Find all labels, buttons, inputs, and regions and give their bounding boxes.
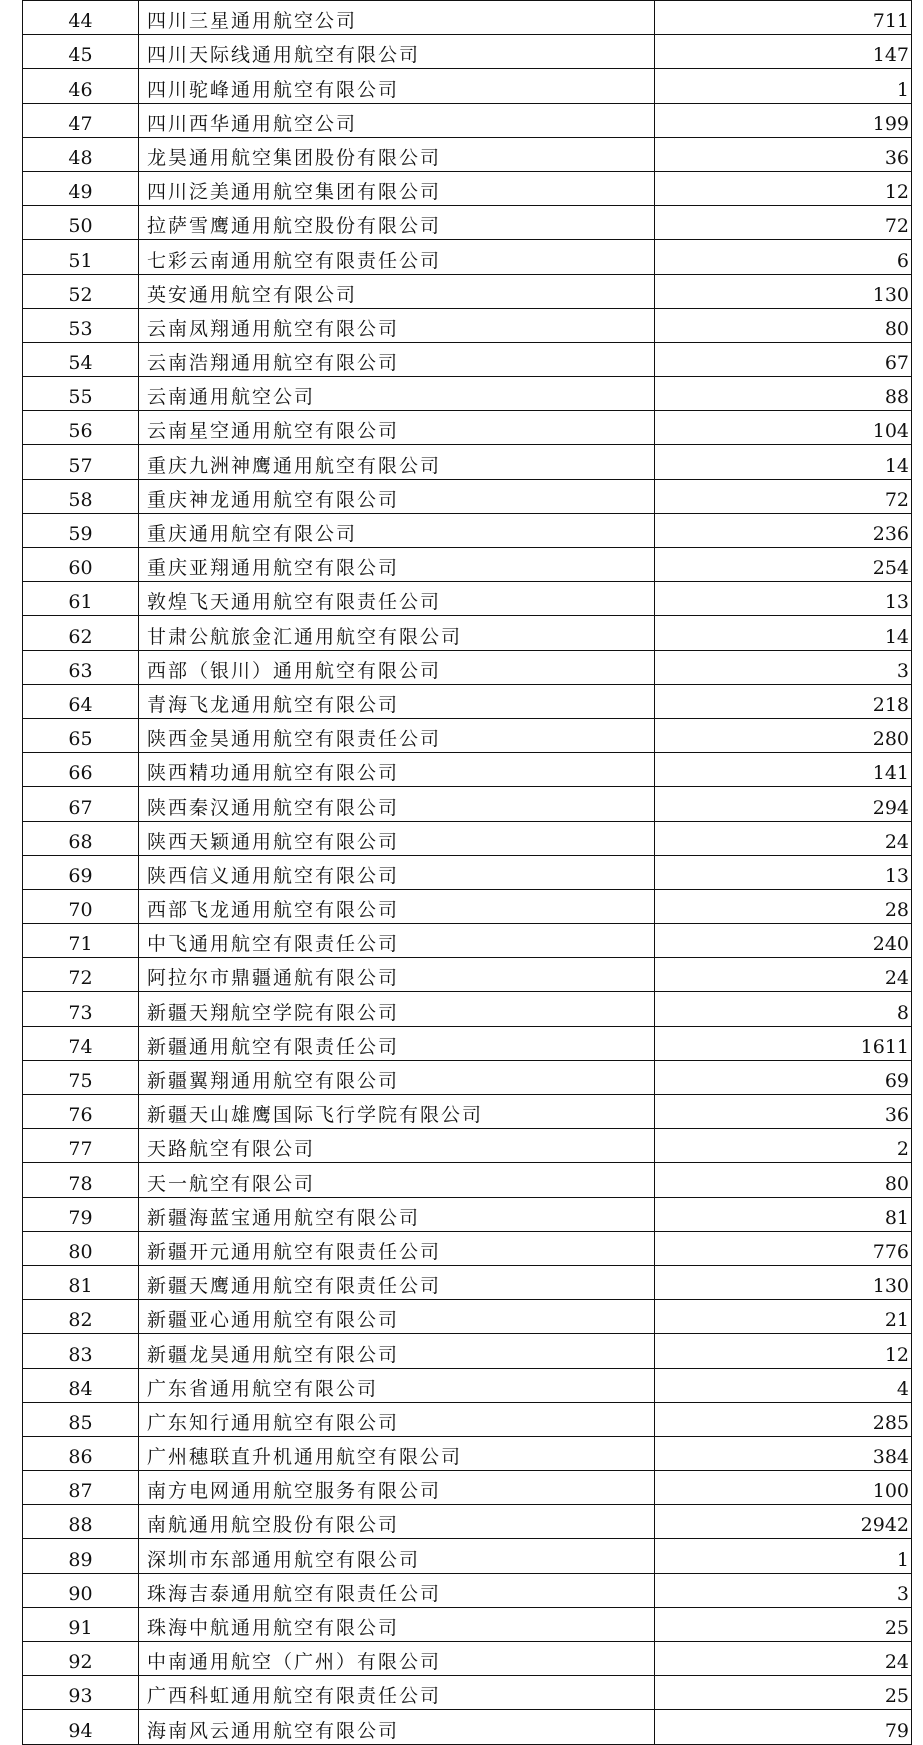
row-index-cell: 45 — [23, 35, 139, 69]
table-row — [23, 1642, 912, 1676]
value-cell: 21 — [655, 1300, 912, 1334]
table-row — [23, 753, 912, 787]
row-index-cell: 84 — [23, 1368, 139, 1402]
table-row — [23, 718, 912, 752]
table-row — [23, 171, 912, 205]
row-index-cell: 50 — [23, 206, 139, 240]
value-cell: 14 — [655, 445, 912, 479]
row-index-cell: 74 — [23, 1026, 139, 1060]
table-row — [23, 1471, 912, 1505]
table-row — [23, 1197, 912, 1231]
row-index-cell: 81 — [23, 1265, 139, 1299]
table-row — [23, 240, 912, 274]
company-name-cell: 阿拉尔市鼎疆通航有限公司 — [139, 958, 655, 992]
table-row — [23, 1060, 912, 1094]
value-cell: 80 — [655, 308, 912, 342]
company-name-cell: 新疆龙昊通用航空有限公司 — [139, 1334, 655, 1368]
table-row — [23, 821, 912, 855]
row-index-cell: 56 — [23, 411, 139, 445]
table-row — [23, 992, 912, 1026]
row-index-cell: 85 — [23, 1402, 139, 1436]
table-row — [23, 1436, 912, 1470]
table-row — [23, 69, 912, 103]
row-index-cell: 77 — [23, 1129, 139, 1163]
company-name-cell: 广西科虹通用航空有限责任公司 — [139, 1676, 655, 1710]
value-cell: 147 — [655, 35, 912, 69]
company-name-cell: 龙昊通用航空集团股份有限公司 — [139, 137, 655, 171]
row-index-cell: 59 — [23, 513, 139, 547]
value-cell: 14 — [655, 616, 912, 650]
table-row — [23, 1505, 912, 1539]
row-index-cell: 64 — [23, 684, 139, 718]
row-index-cell: 83 — [23, 1334, 139, 1368]
company-name-cell: 新疆天山雄鹰国际飞行学院有限公司 — [139, 1095, 655, 1129]
value-cell: 236 — [655, 513, 912, 547]
company-name-cell: 珠海中航通用航空有限公司 — [139, 1607, 655, 1641]
company-name-cell: 深圳市东部通用航空有限公司 — [139, 1539, 655, 1573]
company-name-cell: 天一航空有限公司 — [139, 1163, 655, 1197]
row-index-cell: 54 — [23, 342, 139, 376]
value-cell: 24 — [655, 1642, 912, 1676]
value-cell: 81 — [655, 1197, 912, 1231]
table-row — [23, 1676, 912, 1710]
table-row — [23, 1607, 912, 1641]
table-row — [23, 1265, 912, 1299]
value-cell: 4 — [655, 1368, 912, 1402]
row-index-cell: 75 — [23, 1060, 139, 1094]
table-row — [23, 1573, 912, 1607]
company-name-cell: 新疆天鹰通用航空有限责任公司 — [139, 1265, 655, 1299]
company-name-cell: 陕西精功通用航空有限公司 — [139, 753, 655, 787]
table-row — [23, 103, 912, 137]
row-index-cell: 55 — [23, 377, 139, 411]
company-name-cell: 云南浩翔通用航空有限公司 — [139, 342, 655, 376]
company-name-cell: 新疆海蓝宝通用航空有限公司 — [139, 1197, 655, 1231]
table-row — [23, 1334, 912, 1368]
table-body — [23, 1, 912, 1745]
data-table-container — [22, 0, 909, 1745]
row-index-cell: 71 — [23, 924, 139, 958]
row-index-cell: 51 — [23, 240, 139, 274]
company-name-cell: 甘肃公航旅金汇通用航空有限公司 — [139, 616, 655, 650]
table-row — [23, 582, 912, 616]
row-index-cell: 63 — [23, 650, 139, 684]
company-name-cell: 广东知行通用航空有限公司 — [139, 1402, 655, 1436]
value-cell: 13 — [655, 855, 912, 889]
company-name-cell: 拉萨雪鹰通用航空股份有限公司 — [139, 206, 655, 240]
value-cell: 3 — [655, 1573, 912, 1607]
company-name-cell: 四川三星通用航空公司 — [139, 1, 655, 35]
company-name-cell: 陕西信义通用航空有限公司 — [139, 855, 655, 889]
company-name-cell: 云南通用航空公司 — [139, 377, 655, 411]
value-cell: 104 — [655, 411, 912, 445]
company-name-cell: 七彩云南通用航空有限责任公司 — [139, 240, 655, 274]
company-name-cell: 陕西金昊通用航空有限责任公司 — [139, 718, 655, 752]
row-index-cell: 52 — [23, 274, 139, 308]
table-row — [23, 1402, 912, 1436]
table-row — [23, 137, 912, 171]
company-name-cell: 西部飞龙通用航空有限公司 — [139, 889, 655, 923]
value-cell: 294 — [655, 787, 912, 821]
value-cell: 3 — [655, 650, 912, 684]
value-cell: 1611 — [655, 1026, 912, 1060]
value-cell: 12 — [655, 171, 912, 205]
company-name-cell: 云南凤翔通用航空有限公司 — [139, 308, 655, 342]
row-index-cell: 46 — [23, 69, 139, 103]
row-index-cell: 80 — [23, 1231, 139, 1265]
table-row — [23, 1710, 912, 1744]
row-index-cell: 91 — [23, 1607, 139, 1641]
row-index-cell: 53 — [23, 308, 139, 342]
value-cell: 69 — [655, 1060, 912, 1094]
table-row — [23, 1129, 912, 1163]
value-cell: 384 — [655, 1436, 912, 1470]
row-index-cell: 60 — [23, 548, 139, 582]
data-table — [22, 0, 912, 1745]
company-name-cell: 云南星空通用航空有限公司 — [139, 411, 655, 445]
table-row — [23, 479, 912, 513]
company-name-cell: 陕西秦汉通用航空有限公司 — [139, 787, 655, 821]
row-index-cell: 68 — [23, 821, 139, 855]
value-cell: 36 — [655, 1095, 912, 1129]
company-name-cell: 天路航空有限公司 — [139, 1129, 655, 1163]
row-index-cell: 61 — [23, 582, 139, 616]
row-index-cell: 86 — [23, 1436, 139, 1470]
value-cell: 130 — [655, 274, 912, 308]
value-cell: 240 — [655, 924, 912, 958]
table-row — [23, 35, 912, 69]
table-row — [23, 548, 912, 582]
table-row — [23, 1300, 912, 1334]
company-name-cell: 南航通用航空股份有限公司 — [139, 1505, 655, 1539]
row-index-cell: 88 — [23, 1505, 139, 1539]
company-name-cell: 四川泛美通用航空集团有限公司 — [139, 171, 655, 205]
value-cell: 24 — [655, 958, 912, 992]
value-cell: 711 — [655, 1, 912, 35]
company-name-cell: 重庆神龙通用航空有限公司 — [139, 479, 655, 513]
row-index-cell: 70 — [23, 889, 139, 923]
value-cell: 24 — [655, 821, 912, 855]
row-index-cell: 92 — [23, 1642, 139, 1676]
value-cell: 280 — [655, 718, 912, 752]
value-cell: 141 — [655, 753, 912, 787]
company-name-cell: 四川西华通用航空公司 — [139, 103, 655, 137]
company-name-cell: 西部（银川）通用航空有限公司 — [139, 650, 655, 684]
row-index-cell: 47 — [23, 103, 139, 137]
value-cell: 130 — [655, 1265, 912, 1299]
value-cell: 1 — [655, 69, 912, 103]
table-row — [23, 1539, 912, 1573]
company-name-cell: 新疆开元通用航空有限责任公司 — [139, 1231, 655, 1265]
row-index-cell: 93 — [23, 1676, 139, 1710]
table-row — [23, 684, 912, 718]
table-row — [23, 1163, 912, 1197]
value-cell: 2 — [655, 1129, 912, 1163]
company-name-cell: 重庆亚翔通用航空有限公司 — [139, 548, 655, 582]
row-index-cell: 65 — [23, 718, 139, 752]
table-row — [23, 1095, 912, 1129]
row-index-cell: 62 — [23, 616, 139, 650]
company-name-cell: 陕西天颖通用航空有限公司 — [139, 821, 655, 855]
row-index-cell: 73 — [23, 992, 139, 1026]
value-cell: 88 — [655, 377, 912, 411]
table-row — [23, 274, 912, 308]
row-index-cell: 49 — [23, 171, 139, 205]
table-row — [23, 855, 912, 889]
company-name-cell: 海南风云通用航空有限公司 — [139, 1710, 655, 1744]
value-cell: 25 — [655, 1676, 912, 1710]
table-row — [23, 958, 912, 992]
row-index-cell: 57 — [23, 445, 139, 479]
table-row — [23, 513, 912, 547]
value-cell: 8 — [655, 992, 912, 1026]
company-name-cell: 新疆通用航空有限责任公司 — [139, 1026, 655, 1060]
company-name-cell: 四川天际线通用航空有限公司 — [139, 35, 655, 69]
row-index-cell: 89 — [23, 1539, 139, 1573]
company-name-cell: 重庆九洲神鹰通用航空有限公司 — [139, 445, 655, 479]
company-name-cell: 中飞通用航空有限责任公司 — [139, 924, 655, 958]
row-index-cell: 90 — [23, 1573, 139, 1607]
table-row — [23, 411, 912, 445]
value-cell: 218 — [655, 684, 912, 718]
company-name-cell: 新疆天翔航空学院有限公司 — [139, 992, 655, 1026]
table-row — [23, 650, 912, 684]
value-cell: 28 — [655, 889, 912, 923]
company-name-cell: 英安通用航空有限公司 — [139, 274, 655, 308]
company-name-cell: 新疆亚心通用航空有限公司 — [139, 1300, 655, 1334]
company-name-cell: 南方电网通用航空服务有限公司 — [139, 1471, 655, 1505]
company-name-cell: 四川驼峰通用航空有限公司 — [139, 69, 655, 103]
table-row — [23, 924, 912, 958]
company-name-cell: 广州穗联直升机通用航空有限公司 — [139, 1436, 655, 1470]
company-name-cell: 珠海吉泰通用航空有限责任公司 — [139, 1573, 655, 1607]
row-index-cell: 79 — [23, 1197, 139, 1231]
table-row — [23, 1368, 912, 1402]
row-index-cell: 72 — [23, 958, 139, 992]
value-cell: 100 — [655, 1471, 912, 1505]
value-cell: 285 — [655, 1402, 912, 1436]
value-cell: 2942 — [655, 1505, 912, 1539]
table-row — [23, 445, 912, 479]
row-index-cell: 76 — [23, 1095, 139, 1129]
table-row — [23, 1231, 912, 1265]
value-cell: 72 — [655, 479, 912, 513]
table-row — [23, 377, 912, 411]
row-index-cell: 69 — [23, 855, 139, 889]
value-cell: 12 — [655, 1334, 912, 1368]
row-index-cell: 94 — [23, 1710, 139, 1744]
row-index-cell: 44 — [23, 1, 139, 35]
value-cell: 13 — [655, 582, 912, 616]
value-cell: 80 — [655, 1163, 912, 1197]
value-cell: 72 — [655, 206, 912, 240]
value-cell: 776 — [655, 1231, 912, 1265]
company-name-cell: 中南通用航空（广州）有限公司 — [139, 1642, 655, 1676]
table-row — [23, 308, 912, 342]
value-cell: 199 — [655, 103, 912, 137]
row-index-cell: 67 — [23, 787, 139, 821]
value-cell: 6 — [655, 240, 912, 274]
company-name-cell: 敦煌飞天通用航空有限责任公司 — [139, 582, 655, 616]
row-index-cell: 48 — [23, 137, 139, 171]
value-cell: 25 — [655, 1607, 912, 1641]
row-index-cell: 87 — [23, 1471, 139, 1505]
company-name-cell: 新疆翼翔通用航空有限公司 — [139, 1060, 655, 1094]
table-row — [23, 889, 912, 923]
row-index-cell: 58 — [23, 479, 139, 513]
row-index-cell: 82 — [23, 1300, 139, 1334]
company-name-cell: 青海飞龙通用航空有限公司 — [139, 684, 655, 718]
table-row — [23, 1026, 912, 1060]
value-cell: 254 — [655, 548, 912, 582]
value-cell: 36 — [655, 137, 912, 171]
value-cell: 67 — [655, 342, 912, 376]
table-row — [23, 342, 912, 376]
company-name-cell: 广东省通用航空有限公司 — [139, 1368, 655, 1402]
value-cell: 1 — [655, 1539, 912, 1573]
value-cell: 79 — [655, 1710, 912, 1744]
table-row — [23, 206, 912, 240]
row-index-cell: 78 — [23, 1163, 139, 1197]
table-row — [23, 787, 912, 821]
company-name-cell: 重庆通用航空有限公司 — [139, 513, 655, 547]
row-index-cell: 66 — [23, 753, 139, 787]
table-row — [23, 616, 912, 650]
table-row — [23, 1, 912, 35]
